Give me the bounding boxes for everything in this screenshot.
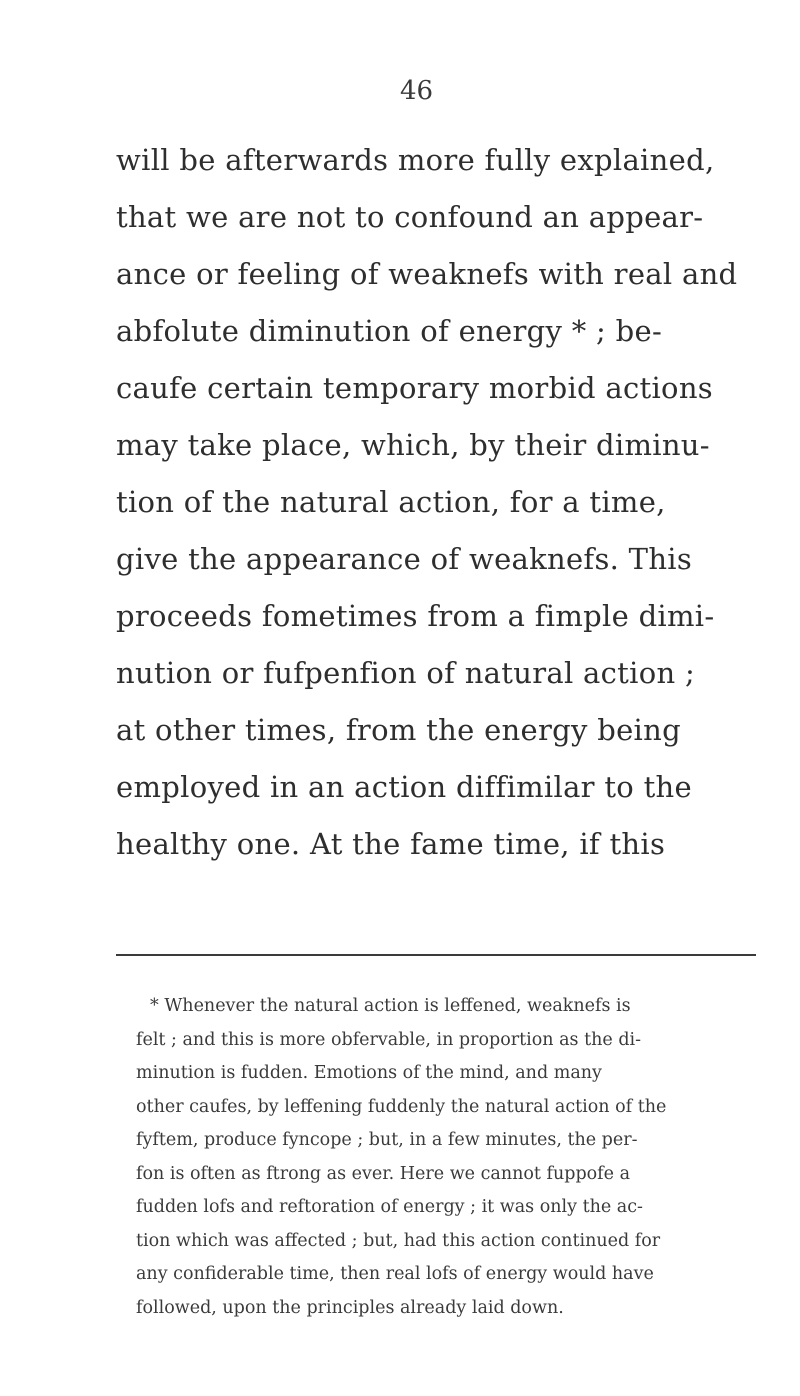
- footnote-line: fyftem, produce fyncope ; but, in a few minutes, the per-: [136, 1130, 638, 1150]
- footnote-line: * Whenever the natural action is leffened, weaknefs is: [150, 996, 631, 1016]
- main-text-line: proceeds fometimes from a fimple dimi-: [116, 599, 715, 633]
- main-text-line: ance or feeling of weaknefs with real and: [116, 257, 738, 291]
- footnote-block: [116, 990, 756, 1325]
- page-number: 46: [400, 76, 434, 106]
- footnote-line: followed, upon the principles already laid down.: [136, 1297, 564, 1318]
- main-text-line: caufe certain temporary morbid actions: [116, 371, 713, 405]
- main-text-line: abfolute diminution of energy * ; be-: [116, 314, 663, 348]
- main-text-line: employed in an action diffimilar to the: [116, 770, 692, 804]
- footnote-line: fon is often as ftrong as ever. Here we cannot fuppofe a: [136, 1163, 631, 1184]
- footnote-line: tion which was affected ; but, had this action continued for: [136, 1230, 661, 1251]
- main-text-line: may take place, which, by their diminu-: [116, 428, 710, 462]
- main-text-line: at other times, from the energy being: [116, 713, 681, 747]
- footnote-line: other caufes, by leffening fuddenly the natural action of the: [136, 1096, 667, 1117]
- footnote-line: any confiderable time, then real lofs of energy would have: [136, 1264, 654, 1284]
- main-text-line: healthy one. At the fame time, if this: [116, 827, 666, 861]
- footnote-divider: [116, 954, 756, 956]
- main-text-line: will be afterwards more fully explained,: [116, 143, 715, 177]
- main-text-line: tion of the natural action, for a time,: [116, 485, 666, 519]
- footnote-line: minution is fudden. Emotions of the mind, and many: [136, 1063, 602, 1083]
- main-text-line: that we are not to confound an appear-: [116, 200, 704, 234]
- footnote-line: felt ; and this is more obfervable, in proportion as the di-: [136, 1029, 642, 1050]
- footnote-line: fudden lofs and reftoration of energy ; it was only the ac-: [136, 1197, 643, 1217]
- main-text-line: nution or fufpenfion of natural action ;: [116, 656, 696, 690]
- main-text-line: give the appearance of weaknefs. This: [116, 542, 693, 576]
- main-text-block: [116, 132, 756, 873]
